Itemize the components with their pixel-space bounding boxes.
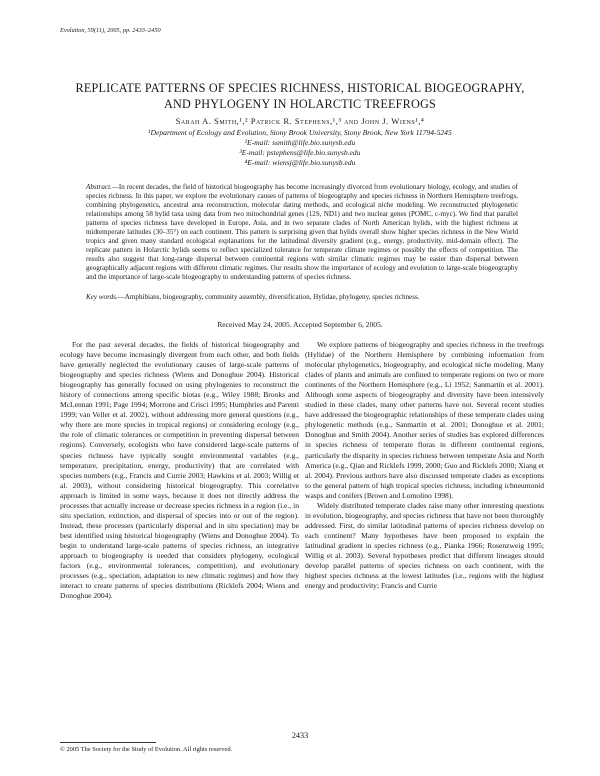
received-dates: Received May 24, 2005. Accepted September 6, 2005.	[217, 320, 383, 329]
author-email-2: ³E-mail: pstephens@life.bio.sunysb.edu	[239, 148, 361, 157]
abstract-text: —In recent decades, the field of historical biogeography has become increasingly divorced from evolutionary biology, ecology, and studies of species richness. In this paper, we explore the evolutionary causes of patterns of biogeography and species richness in Northern Hemisphere treefrogs, combining phylogenetics, ancestral area reconstruction, molecular dating methods, and ecological niche modeling. We reconstructed phylogenetic relationships among 58 hylid taxa using data from two mitochondrial genes (12S, ND1) and two nuclear genes (POMC, c-myc). We find that parallel patterns of species richness have developed in Europe, Asia, and in two separate clades of North American hylids, with the highest richness at midtemperate latitudes (30–35°) on each continent. This pattern is surprising given that hylids overall show higher species richness in the New World tropics and given many standard ecological explanations for the latitudinal diversity gradient (e.g., energy, productivity, mid-domain effect). The replicate pattern in Holarctic hylids seems to reflect specialized tolerance for temperate climate regimes or possibly the effects of competition. The results also suggest that long-range dispersal between continental regions with similar climatic regimes may be easier than dispersal between geographically adjacent regions with different climatic regimes. Our results show the importance of ecology and evolution to large-scale biogeography and the importance of large-scale biogeography to understanding patterns of species richness.	[86, 183, 518, 282]
affiliation: ¹Department of Ecology and Evolution, Stony Brook University, Stony Brook, New York 11794-5245	[148, 128, 452, 137]
author-email-1: ²E-mail: ssmith@life.bio.sunysb.edu	[244, 138, 356, 147]
keywords	[86, 293, 518, 302]
article-title	[50, 80, 550, 112]
keywords-text: —Amphibians, biogeography, community assembly, diversification, Hylidae, phylogeny, species richness.	[117, 293, 420, 301]
author-list: Sarah A. Smith,¹,² Patrick R. Stephens,¹,³ and John J. Wiens¹,⁴	[175, 116, 425, 126]
title-line-2: AND PHYLOGENY IN HOLARCTIC TREEFROGS	[164, 97, 436, 111]
abstract	[86, 183, 518, 283]
author-email-3: ⁴E-mail: wiensj@life.bio.sunysb.edu	[244, 158, 356, 167]
title-line-1: REPLICATE PATTERNS OF SPECIES RICHNESS, HISTORICAL BIOGEOGRAPHY,	[75, 81, 525, 95]
body-column-left	[60, 340, 299, 601]
abstract-label: Abstract.	[86, 183, 112, 191]
body-paragraph: For the past several decades, the fields of historical biogeography and ecology have become increasingly divergent from each other, and both fields have generally neglected the evolutionary causes of large-scale patterns of biogeography and species richness (Wiens and Donoghue 2004). Historical biogeography has generally focused on using phylogenies to reconstruct the history of connections among specific biotas (e.g., Wiley 1988; Brooks and McLennan 1991; Page 1994; Morrone and Crisci 1995; Humphries and Parenti 1999; van Veller et al. 2002), without addressing more general questions (e.g., why there are more species in tropical regions) or considering ecology (e.g., the role of climatic tolerances or competition in preventing dispersal between regions). Conversely, ecologists who have considered large-scale patterns of species richness have typically sought environmental variables (e.g., temperature, precipitation, energy, productivity) that are correlated with species numbers (e.g., Francis and Currie 2003; Hawkins et al. 2003; Willig et al. 2003), without considering historical biogeography. This correlative approach is limited in some ways, because it does not directly address the processes that actually increase or decrease species richness in a region (i.e., in situ speciation, extinction, and dispersal of species into or out of the region). Instead, these processes (particularly dispersal and in situ speciation) may be best identified using historical biogeography (Wiens and Donoghue 2004). To begin to understand large-scale patterns of species richness, an integrative approach to biogeography is needed that considers phylogeny, ecological factors (e.g., environmental tolerances, competition), and evolutionary processes (e.g., speciation, adaptation to new climatic regimes) and how they interact to create patterns of species distributions (Ricklefs 2004; Wiens and Donoghue 2004).	[60, 340, 299, 601]
affiliation-block	[50, 128, 550, 168]
keywords-label: Key words.	[86, 293, 118, 301]
body-paragraph: We explore patterns of biogeography and species richness in the treefrogs (Hylidae) of the Northern Hemisphere by combining information from molecular phylogenetics, biogeography, and ecological niche modeling. Many clades of plants and animals are confined to temperate regions on two or more continents of the Northern Hemisphere (e.g., Li 1952; Sanmartín et al. 2001). Although some aspects of biogeography and diversity have been intensively studied in these clades, many other patterns have not. Several recent studies have addressed the biogeographic relationships of these temperate clades using phylogenetic methods (e.g., Sanmartín et al. 2001; Donoghue et al. 2001; Donoghue and Smith 2004). Another series of studies has explored differences in species richness of temperate floras in different continental regions, particularly the disparity in species richness between temperate Asia and North America (e.g., Qian and Ricklefs 1999, 2000; Guo and Ricklefs 2000; Xiang et al. 2004). Previous authors have also discussed temperate clades as exceptions to the general pattern of high tropical species richness, including ichneumonid wasps and conifers (Brown and Lomolino 1998).	[305, 340, 544, 500]
copyright-notice: © 2005 The Society for the Study of Evolution. All rights reserved.	[60, 746, 233, 753]
footer-divider	[60, 742, 156, 743]
body-paragraph: Widely distributed temperate clades raise many other interesting questions in evolution, biogeography, and species richness that have not been thoroughly addressed. First, do similar latitudinal patterns of species richness develop on each continent? Many hypotheses have been proposed to explain the latitudinal gradient in species richness (e.g., Pianka 1966; Rosenzweig 1995; Willig et al. 2003). Several hypotheses predict that different lineages should develop parallel patterns of species richness on each continent, with the highest species richness at the lowest latitudes (i.e., regions with the highest energy and productivity; Francis and Currie	[305, 500, 544, 591]
running-head: Evolution, 59(11), 2005, pp. 2433–2450	[60, 27, 161, 34]
page-number: 2433	[291, 731, 309, 740]
body-column-right	[305, 340, 544, 591]
